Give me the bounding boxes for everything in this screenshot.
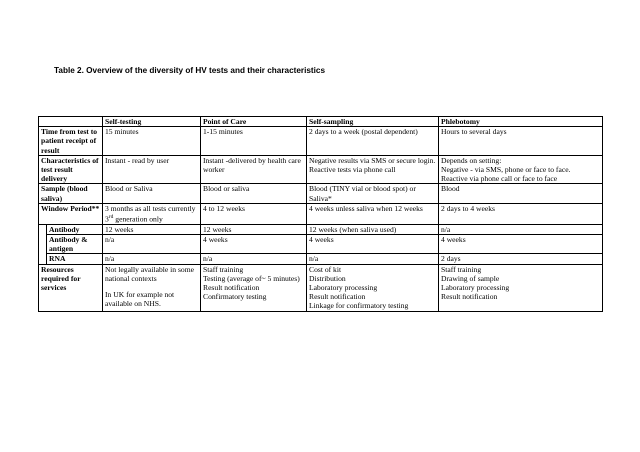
table-cell: n/a (103, 254, 201, 264)
cell-line: Cost of kit (309, 264, 342, 274)
table-caption: Table 2. Overview of the diversity of HV tests and their characteristics (54, 66, 326, 75)
table-cell: Blood (TINY vial or blood spot) or Saliva* (307, 184, 439, 203)
table-cell: 12 weeks (103, 224, 201, 234)
cell-line: Result notification (441, 292, 498, 302)
cell-line: Linkage for confirmatory testing (309, 301, 409, 311)
cell-line: Not legally available in some national contexts (105, 264, 194, 283)
table-cell: 4 weeks (307, 234, 439, 253)
row-header-sample: Sample (blood saliva) (39, 184, 103, 203)
table-cell: Instant -delivered by health care worker (201, 155, 307, 184)
ordinal-suffix: rd (108, 214, 114, 221)
cell-line: Depends on setting: (441, 155, 502, 165)
table-cell: Blood (439, 184, 603, 203)
cell-line: Reactive via phone call or face to face (441, 174, 558, 184)
table-cell: 3 months as all tests currently 3rd generation only (103, 203, 201, 224)
table-cell: 4 to 12 weeks (201, 203, 307, 224)
table-cell: 12 weeks (when saliva used) (307, 224, 439, 234)
cell-line: Staff training (441, 264, 482, 274)
cell-line: Testing (average of~ 5 minutes) (203, 273, 300, 283)
table-cell: 12 weeks (201, 224, 307, 234)
row-header-rna: RNA (47, 254, 103, 264)
header-empty (39, 117, 103, 127)
cell-line: Laboratory processing (309, 282, 378, 292)
col-header-self-sampling: Self-sampling (307, 117, 439, 127)
cell-line: Distribution (309, 273, 346, 283)
table-row (39, 127, 603, 156)
table-cell: Blood or Saliva (103, 184, 201, 203)
cell-line: Result notification (309, 292, 366, 302)
table-row (39, 254, 603, 264)
cell-line: Drawing of sample (441, 273, 500, 283)
table-cell: 4 weeks (201, 234, 307, 253)
cell-line: Negative - via SMS, phone or face to face. (441, 165, 571, 175)
table-cell: 2 days (439, 254, 603, 264)
row-header-antibody: Antibody (47, 224, 103, 234)
indent-cell (39, 224, 47, 264)
table-cell: 4 weeks unless saliva when 12 weeks (307, 203, 439, 224)
table-cell (439, 155, 603, 184)
cell-line: Result notification (203, 282, 260, 292)
row-header-window: Window Period** (39, 203, 103, 224)
table-cell: 1-15 minutes (201, 127, 307, 156)
table-cell: Instant - read by user (103, 155, 201, 184)
col-header-point-of-care: Point of Care (201, 117, 307, 127)
table-cell: n/a (439, 224, 603, 234)
table-cell (307, 155, 439, 184)
row-header-resources: Resources required for services (39, 264, 103, 311)
row-header-delivery: Characteristics of test result delivery (39, 155, 103, 184)
cell-line: Laboratory processing (441, 282, 510, 292)
cell-line: Staff training (203, 264, 244, 274)
cell-line: Confirmatory testing (203, 292, 267, 302)
table-cell: 2 days to 4 weeks (439, 203, 603, 224)
table-cell: n/a (103, 234, 201, 253)
table-row (39, 234, 603, 253)
table-cell: 2 days to a week (postal dependent) (307, 127, 439, 156)
row-header-time: Time from test to patient receipt of result (39, 127, 103, 156)
cell-line: In UK for example not available on NHS. (105, 289, 175, 309)
table-row (39, 264, 603, 311)
row-header-antibody-antigen: Antibody & antigen (47, 234, 103, 253)
table-cell (103, 264, 201, 311)
cell-line: Reactive tests via phone call (309, 165, 396, 175)
table-header-row (39, 117, 603, 127)
table-cell: n/a (201, 254, 307, 264)
cell-line: Negative results via SMS or secure login. (309, 155, 436, 165)
table-row (39, 155, 603, 184)
col-header-phlebotomy: Phlebotomy (439, 117, 603, 127)
col-header-self-testing: Self-testing (103, 117, 201, 127)
table-row (39, 184, 603, 203)
table-cell (307, 264, 439, 311)
table-cell: Blood or saliva (201, 184, 307, 203)
table-cell: 15 minutes (103, 127, 201, 156)
table-cell (201, 264, 307, 311)
hiv-tests-table (38, 116, 603, 312)
table-cell: n/a (307, 254, 439, 264)
table-cell: Hours to several days (439, 127, 603, 156)
table-cell: 4 weeks (439, 234, 603, 253)
table-row (39, 224, 603, 234)
table-cell (439, 264, 603, 311)
table-row (39, 203, 603, 224)
